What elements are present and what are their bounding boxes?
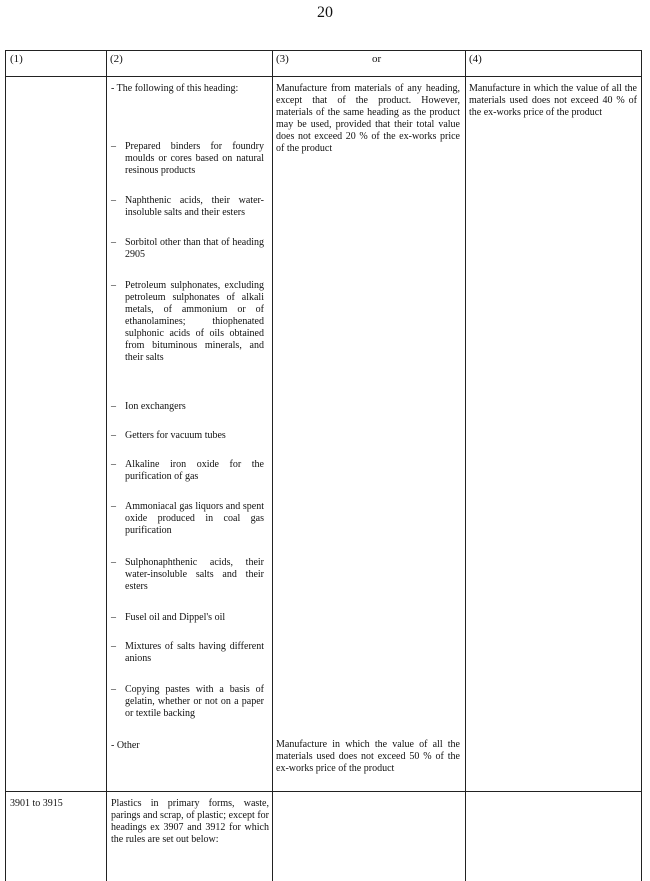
column-header-1: (1) [10,53,23,65]
column-divider [465,51,466,881]
row-divider [6,791,641,792]
product-description: Plastics in primary forms, waste, parings and scrap, of plastic; except for headings ex 3907 and 3912 for which the rules are set out below: [111,798,269,845]
rule-text-col4: Manufacture in which the value of all the materials used does not exceed 40 % of the ex-works price of the product [469,83,637,118]
rule-text-col3: Manufacture from materials of any heading, except that of the product. However, materials of the same heading as the product may be used, provided that their total value does not exceed 20 % of the ex-works price of the product [276,83,460,154]
column-header-or: or [372,53,382,65]
column-divider [272,51,273,881]
rules-table: (1) (2) (3) or (4) - The following of this heading: – Prepared binders for foundry moulds or cores based on natural resinous products – Naphthenic acids, their water-insoluble salts and their esters – Sorbitol other than that of heading 2905 – Petroleum sulphonates, excluding petroleum sulphonates of alkali metals, of ammonium or of ethanolamines; thiophenated sulphonic acids of oils obtained from bituminous minerals, and their salts – Ion exchangers – Getters for vacuum tubes – Alkaline iron oxide for the purification of gas – Ammoniacal gas liquors and spent oxide produced in coal gas purification – Sulphonaphthenic acids, their water-insoluble salts and their esters – Fusel oil and Dippel's oil – Mixtures of salts having different anions – Copying pastes with a basis of gelatin, whether or not on a paper or textile backing - Other Manufacture from materials of any heading, except that of the product. However, materials of the same heading as the product may be used, provided that their total value does not exceed 20 % of the ex-works price of the product Manufacture in which the value of all the materials used does not exceed 50 % of the ex-works price of the product Manufacture in which the value of all the materials used does not exceed 40 % of the ex-works price of the product 3901 to 3915 Plastics in primary forms, waste, parings and scrap, of plastic; except for headings ex 3907 and 3912 for which the rules are set out below: [5,50,642,881]
column-header-3: (3) [276,53,289,65]
other-item: - Other [111,740,140,751]
heading-intro: - The following of this heading: [111,83,239,94]
column-header-4: (4) [469,53,482,65]
page-number: 20 [317,4,333,21]
heading-number: 3901 to 3915 [10,798,63,809]
rule-text-col3-other: Manufacture in which the value of all the materials used does not exceed 50 % of the ex-works price of the product [276,739,460,774]
column-divider [106,51,107,881]
header-divider [6,76,641,77]
column-header-2: (2) [110,53,123,65]
